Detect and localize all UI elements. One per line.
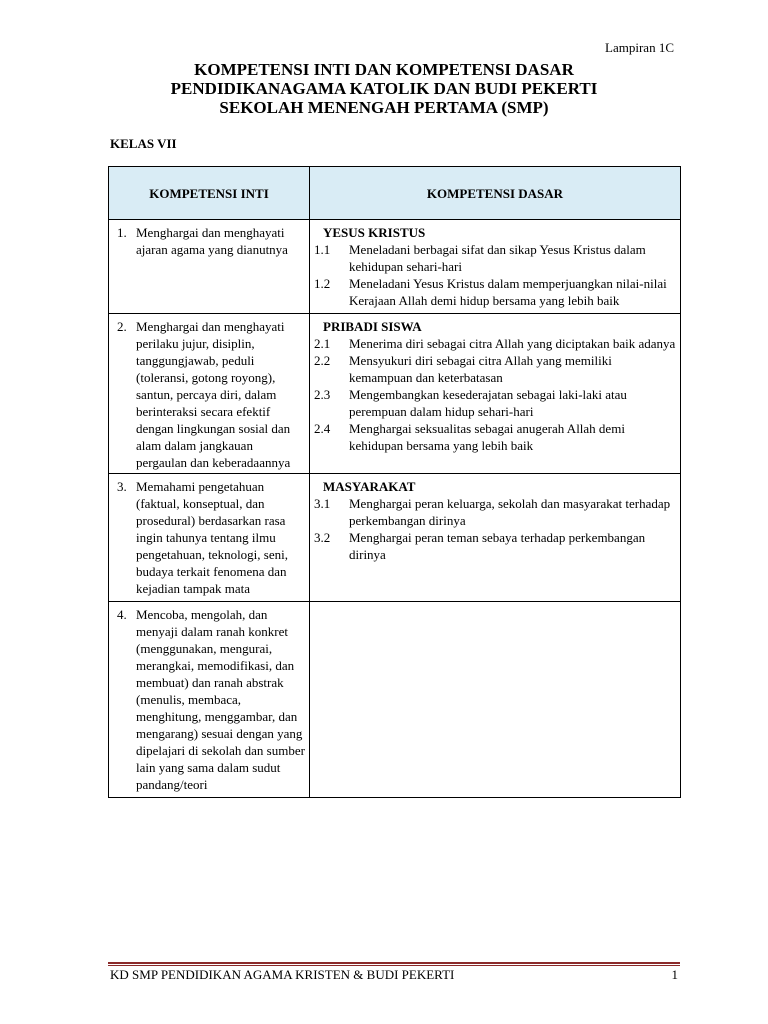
table-row	[109, 220, 681, 314]
footer-rule	[108, 962, 680, 964]
ki-text: Menghargai dan menghayati ajaran agama yang dianutnya	[136, 225, 288, 257]
kd-text: Meneladani Yesus Kristus dalam memperjuangkan nilai-nilai Kerajaan Allah demi hidup bersama yang lebih baik	[349, 276, 667, 308]
kd-text: Menghargai peran teman sebaya terhadap perkembangan dirinya	[349, 530, 646, 562]
ki-text: Menghargai dan menghayati perilaku jujur, disiplin, tanggungjawab, peduli (toleransi, gotong royong), santun, percaya diri, dalam berinteraksi secara efektif dengan lingkungan sosial dan alam dalam jangkauan pergaulan dan keberadaannya	[136, 319, 291, 470]
kd-text: Menerima diri sebagai citra Allah yang diciptakan baik adanya	[349, 336, 676, 351]
kd-topic: MASYARAKAT	[323, 479, 416, 494]
kd-text: Mensyukuri diri sebagai citra Allah yang memiliki kemampuan dan keterbatasan	[349, 353, 612, 385]
title-line-2: PENDIDIKANAGAMA KATOLIK DAN BUDI PEKERTI	[170, 79, 598, 98]
lampiran-label: Lampiran 1C	[605, 40, 674, 55]
kd-item	[314, 386, 676, 420]
header-kompetensi-dasar: KOMPETENSI DASAR	[310, 167, 681, 220]
header-kompetensi-inti: KOMPETENSI INTI	[109, 167, 310, 220]
kd-item	[314, 495, 676, 529]
kd-cell	[310, 474, 681, 602]
kd-topic: PRIBADI SISWA	[323, 319, 422, 334]
kd-number: 2.2	[314, 353, 331, 368]
kd-number: 3.1	[314, 496, 331, 511]
kd-cell	[310, 314, 681, 474]
footer-text: KD SMP PENDIDIKAN AGAMA KRISTEN & BUDI PEKERTI	[110, 967, 455, 982]
document-title	[0, 60, 768, 117]
kd-text: Menghargai seksualitas sebagai anugerah Allah demi kehidupan bersama yang lebih baik	[349, 421, 625, 453]
kd-text: Meneladani berbagai sifat dan sikap Yesus Kristus dalam kehidupan sehari-hari	[349, 242, 646, 274]
ki-text: Mencoba, mengolah, dan menyaji dalam ranah konkret (menggunakan, mengurai, merangkai, memodifikasi, dan membuat) dan ranah abstrak (menulis, membaca, menghitung, menggambar, dan mengarang) sesuai dengan yang dipelajari di sekolah dan sumber lain yang sama dalam sudut pandang/teori	[136, 607, 305, 792]
table-header-row	[109, 167, 681, 220]
ki-cell	[109, 474, 310, 602]
kd-number: 3.2	[314, 530, 331, 545]
kd-item	[314, 241, 676, 275]
kd-topic: YESUS KRISTUS	[323, 225, 426, 240]
kd-item	[314, 335, 676, 352]
kd-cell-empty	[310, 602, 681, 798]
ki-cell	[109, 314, 310, 474]
competency-table	[108, 166, 681, 798]
title-line-3: SEKOLAH MENENGAH PERTAMA (SMP)	[219, 98, 549, 117]
kd-number: 1.2	[314, 276, 331, 291]
footer-rule-thin	[108, 965, 680, 966]
kelas-heading: KELAS VII	[110, 136, 177, 151]
ki-text: Memahami pengetahuan (faktual, konseptual, dan prosedural) berdasarkan rasa ingin tahunya tentang ilmu pengetahuan, teknologi, seni, budaya terkait fenomena dan kejadian tampak mata	[136, 479, 288, 596]
kd-item	[314, 420, 676, 454]
kd-cell	[310, 220, 681, 314]
kd-item	[314, 352, 676, 386]
ki-number: 3.	[117, 479, 127, 494]
ki-number: 2.	[117, 319, 127, 334]
kd-number: 2.3	[314, 387, 331, 402]
kd-text: Mengembangkan kesederajatan sebagai laki-laki atau perempuan dalam hidup sehari-hari	[349, 387, 627, 419]
table-row	[109, 602, 681, 798]
kd-number: 1.1	[314, 242, 331, 257]
title-line-1: KOMPETENSI INTI DAN KOMPETENSI DASAR	[194, 60, 574, 79]
kd-item	[314, 529, 676, 563]
page-number: 1	[671, 967, 678, 982]
table-row	[109, 474, 681, 602]
ki-number: 4.	[117, 607, 127, 622]
kd-text: Menghargai peran keluarga, sekolah dan masyarakat terhadap perkembangan dirinya	[349, 496, 671, 528]
ki-cell	[109, 220, 310, 314]
kd-number: 2.4	[314, 421, 331, 436]
ki-number: 1.	[117, 225, 127, 240]
table-row	[109, 314, 681, 474]
kd-item	[314, 275, 676, 309]
ki-cell	[109, 602, 310, 798]
kd-number: 2.1	[314, 336, 331, 351]
